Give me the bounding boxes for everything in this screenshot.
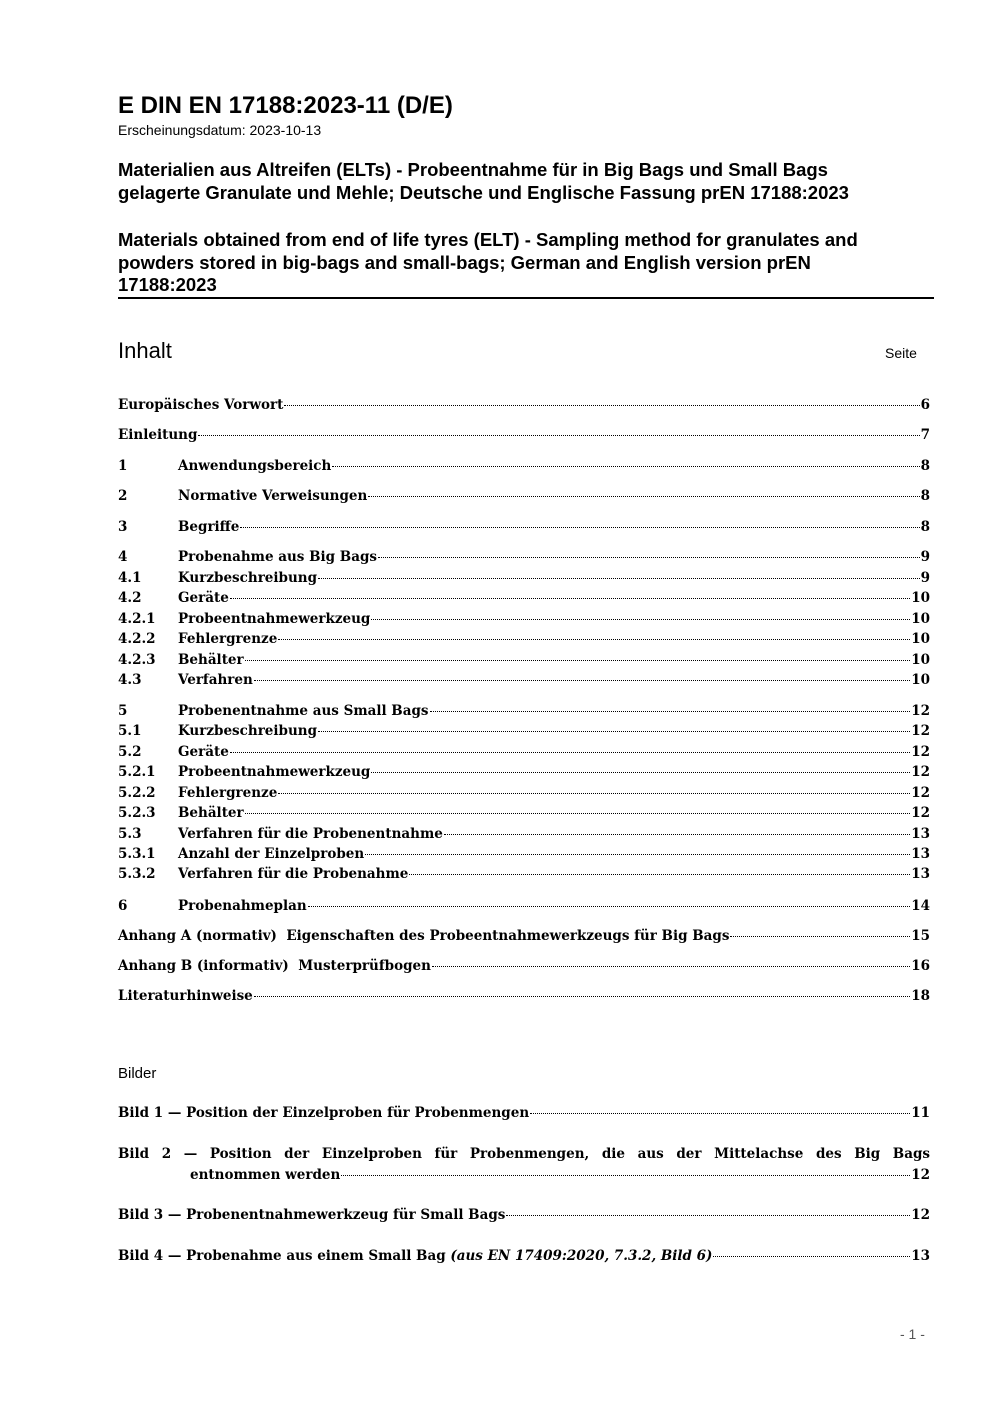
- toc-entry-page: 6: [920, 397, 930, 413]
- toc-dot-leader: [530, 1113, 910, 1114]
- toc-entry[interactable]: [118, 568, 930, 588]
- toc-dot-leader: [430, 711, 911, 712]
- toc-entry[interactable]: [118, 896, 930, 916]
- toc-entry-page: 8: [920, 458, 930, 474]
- toc-entry-page: 12: [911, 703, 930, 719]
- toc-entry-number: 5: [118, 703, 128, 719]
- toc-entry-label: Verfahren für die Probenentnahme: [178, 826, 443, 842]
- figure-entry-label-continued: entnommen werden: [190, 1166, 341, 1183]
- toc-entry-page: 8: [920, 519, 930, 535]
- toc-dot-leader: [278, 639, 910, 640]
- toc-entry[interactable]: [118, 844, 930, 864]
- toc-entry-number: 1: [118, 458, 128, 474]
- figure-entry-label: Bild 3 — Probenentnahmewerkzeug für Small Bags: [118, 1207, 506, 1223]
- toc-entry[interactable]: [118, 803, 930, 823]
- toc-entry-page: 9: [920, 570, 930, 586]
- toc-entry-label: Kurzbeschreibung: [178, 570, 318, 586]
- toc-entry-number: 5.2: [118, 744, 142, 760]
- toc-entry-label: Fehlergrenze: [178, 631, 278, 647]
- toc-entry-number: 5.1: [118, 723, 142, 739]
- toc-entry[interactable]: [118, 926, 930, 946]
- toc-entry-label: Geräte: [178, 744, 229, 760]
- toc-entry-label: Begriffe: [178, 519, 240, 535]
- toc-entry-page: 16: [911, 958, 930, 974]
- toc-entry-number: 4.2: [118, 590, 142, 606]
- figure-entry-page: 12: [911, 1207, 930, 1223]
- toc-entry[interactable]: [118, 456, 930, 476]
- toc-entry[interactable]: [118, 650, 930, 670]
- toc-dot-leader: [230, 598, 910, 599]
- toc-entry-number: 4.2.1: [118, 611, 156, 627]
- toc-entry-label: Europäisches Vorwort: [118, 397, 284, 413]
- toc-dot-leader: [432, 966, 910, 967]
- toc-entry[interactable]: [118, 701, 930, 721]
- toc-dot-leader: [198, 435, 919, 436]
- figure-entry-source: (aus EN 17409:2020, 7.3.2, Bild 6): [450, 1248, 713, 1264]
- figure-entry-label: Bild 2 — Position der Einzelproben für Probenmengen, die aus der Mittelachse des Big Bags: [118, 1146, 930, 1162]
- toc-entry-label: Behälter: [178, 652, 244, 668]
- toc-entry-label: Einleitung: [118, 427, 198, 443]
- figure-entry[interactable]: [118, 1144, 930, 1185]
- toc-entry-number: 4: [118, 549, 128, 565]
- toc-dot-leader: [308, 906, 911, 907]
- toc-entry-page: 14: [911, 898, 930, 914]
- toc-entry-page: 8: [920, 488, 930, 504]
- figure-entry[interactable]: [118, 1103, 930, 1124]
- toc-entry-number: 5.2.2: [118, 785, 156, 801]
- toc-entry[interactable]: [118, 824, 930, 844]
- german-title: [118, 159, 933, 204]
- figures-heading: Bilder: [118, 1065, 157, 1082]
- toc-entry-page: 10: [911, 631, 930, 647]
- toc-entry-label: Behälter: [178, 805, 244, 821]
- toc-entry-label: Probeentnahmewerkzeug: [178, 764, 371, 780]
- toc-entry-number: 4.2.3: [118, 652, 156, 668]
- figure-entry-label: Bild 1 — Position der Einzelproben für Probenmengen: [118, 1105, 530, 1121]
- toc-entry-label: Anzahl der Einzelproben: [178, 846, 365, 862]
- toc-dot-leader: [378, 557, 920, 558]
- toc-entry-number: 3: [118, 519, 128, 535]
- toc-entry-label: Probenentnahme aus Small Bags: [178, 703, 429, 719]
- toc-entry-number: 5.2.3: [118, 805, 156, 821]
- toc-entry[interactable]: [118, 956, 930, 976]
- toc-entry-number: 5.3: [118, 826, 142, 842]
- toc-entry[interactable]: [118, 742, 930, 762]
- toc-entry-page: 10: [911, 652, 930, 668]
- toc-entry-number: 5.2.1: [118, 764, 156, 780]
- toc-dot-leader: [371, 619, 910, 620]
- toc-dot-leader: [278, 793, 910, 794]
- toc-entry[interactable]: [118, 670, 930, 690]
- toc-entry-label: Fehlergrenze: [178, 785, 278, 801]
- toc-entry-label: Probeentnahmewerkzeug: [178, 611, 371, 627]
- toc-entry-number: 5.3.1: [118, 846, 156, 862]
- toc-entry-page: 12: [911, 744, 930, 760]
- toc-entry-page: 15: [911, 928, 930, 944]
- toc-entry[interactable]: [118, 721, 930, 741]
- english-title-line: 17188:2023: [118, 274, 217, 295]
- toc-dot-leader: [245, 660, 911, 661]
- toc-entry-label: Verfahren für die Probenahme: [178, 866, 409, 882]
- toc-entry-page: 12: [911, 764, 930, 780]
- toc-entry-page: 18: [911, 988, 930, 1004]
- toc-entry-page: 10: [911, 672, 930, 688]
- toc-entry-number: 4.2.2: [118, 631, 156, 647]
- toc-heading: Inhalt: [118, 338, 172, 363]
- toc-dot-leader: [254, 996, 910, 997]
- toc-dot-leader: [506, 1215, 910, 1216]
- toc-entry-label: Anhang B (informativ) Musterprüfbogen: [118, 958, 431, 974]
- toc-entry-label: Probenahme aus Big Bags: [178, 549, 377, 565]
- english-title-line: powders stored in big-bags and small-bags; German and English version prEN: [118, 251, 811, 273]
- english-title-line: Materials obtained from end of life tyres (ELT) - Sampling method for granulates and: [118, 229, 858, 250]
- german-title-line: gelagerte Granulate und Mehle; Deutsche und Englische Fassung prEN 17188:2023: [118, 181, 849, 203]
- figure-entry-page: 13: [911, 1248, 930, 1264]
- figure-entry-page: 11: [911, 1105, 930, 1121]
- figure-entry-label: Bild 4 — Probenahme aus einem Small Bag: [118, 1248, 451, 1264]
- toc-dot-leader: [365, 854, 910, 855]
- toc-entry[interactable]: [118, 864, 930, 884]
- toc-entry-label: Anhang A (normativ) Eigenschaften des Probeentnahmewerkzeugs für Big Bags: [118, 928, 730, 944]
- english-title: [118, 229, 933, 297]
- toc-dot-leader: [318, 731, 910, 732]
- figure-entry[interactable]: [118, 1205, 930, 1226]
- toc-dot-leader: [409, 874, 910, 875]
- toc-dot-leader: [368, 496, 919, 497]
- toc-dot-leader: [230, 752, 910, 753]
- toc-entry[interactable]: [118, 986, 930, 1006]
- toc-entry-label: Geräte: [178, 590, 229, 606]
- toc-entry-page: 10: [911, 611, 930, 627]
- toc-entry[interactable]: [118, 629, 930, 649]
- toc-dot-leader: [371, 772, 910, 773]
- toc-dot-leader: [254, 680, 910, 681]
- toc-entry-page: 13: [911, 846, 930, 862]
- toc-entry-page: 10: [911, 590, 930, 606]
- toc-dot-leader: [245, 813, 911, 814]
- publication-date: Erscheinungsdatum: 2023-10-13: [118, 122, 322, 138]
- toc-dot-leader: [444, 834, 910, 835]
- toc-dot-leader: [730, 936, 910, 937]
- toc-entry[interactable]: [118, 395, 930, 415]
- toc-entry[interactable]: [118, 486, 930, 506]
- toc-entry-label: Verfahren: [178, 672, 253, 688]
- toc-entry[interactable]: [118, 425, 930, 445]
- toc-entry-page: 12: [911, 785, 930, 801]
- toc-entry[interactable]: [118, 517, 930, 537]
- toc-dot-leader: [332, 466, 919, 467]
- toc-entry[interactable]: [118, 783, 930, 803]
- toc-entry-page: 12: [911, 805, 930, 821]
- toc-dot-leader: [318, 578, 920, 579]
- toc-entry-number: 2: [118, 488, 128, 504]
- figure-entry[interactable]: [118, 1246, 930, 1267]
- document-number: E DIN EN 17188:2023-11 (D/E): [118, 92, 453, 119]
- toc-entry-page: 12: [911, 723, 930, 739]
- toc-dot-leader: [240, 527, 919, 528]
- toc-entry-page: 7: [920, 427, 930, 443]
- toc-entry-label: Anwendungsbereich: [178, 458, 332, 474]
- toc-entry-number: 5.3.2: [118, 866, 156, 882]
- toc-page-column-label: Seite: [885, 345, 917, 361]
- toc-entry-label: Probenahmeplan: [178, 898, 307, 914]
- toc-entry-label: Normative Verweisungen: [178, 488, 368, 504]
- toc-entry-label: Kurzbeschreibung: [178, 723, 318, 739]
- toc-entry-page: 13: [911, 826, 930, 842]
- toc-entry-label: Literaturhinweise: [118, 988, 253, 1004]
- toc-entry[interactable]: [118, 609, 930, 629]
- toc-entry[interactable]: [118, 547, 930, 567]
- page-number: - 1 -: [900, 1326, 925, 1342]
- toc-entry-number: 4.3: [118, 672, 142, 688]
- toc-entry-page: 9: [920, 549, 930, 565]
- german-title-line: Materialien aus Altreifen (ELTs) - Probeentnahme für in Big Bags und Small Bags: [118, 159, 828, 180]
- toc-entry-page: 13: [911, 866, 930, 882]
- toc-entry[interactable]: [118, 588, 930, 608]
- figure-entry-page: 12: [911, 1166, 930, 1183]
- toc-dot-leader: [713, 1256, 910, 1257]
- toc-entry-number: 6: [118, 898, 128, 914]
- title-divider: [118, 297, 934, 299]
- toc-entry-number: 4.1: [118, 570, 142, 586]
- toc-dot-leader: [284, 405, 919, 406]
- toc-entry[interactable]: [118, 762, 930, 782]
- toc-dot-leader: [341, 1175, 910, 1176]
